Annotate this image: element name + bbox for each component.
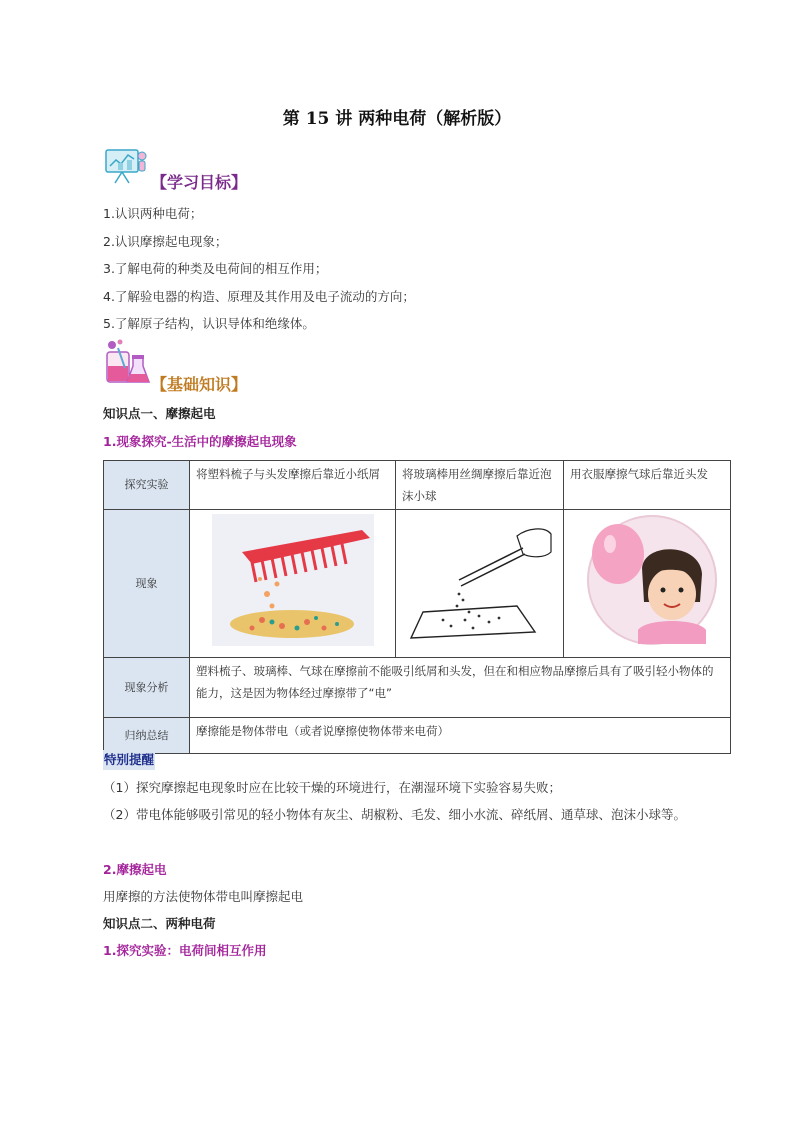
basics-heading: 【基础知识】 — [151, 375, 248, 394]
reminder-text: （1）探究摩擦起电现象时应在比较干燥的环境进行，在潮湿环境下实验容易失败； — [103, 780, 561, 795]
experiment-table — [103, 460, 731, 754]
table-cell — [564, 510, 731, 658]
row-header: 探究实验 — [104, 461, 190, 510]
goals-section-header — [103, 146, 363, 196]
balloon-girl-image — [572, 510, 722, 650]
row-header: 归纳总结 — [104, 718, 190, 754]
row-header: 现象 — [104, 510, 190, 658]
table-row — [104, 510, 731, 658]
table-cell — [396, 510, 564, 658]
table-cell: 用衣服摩擦气球后靠近头发 — [564, 461, 731, 510]
knowledge-point-heading: 知识点一、摩擦起电 — [103, 406, 216, 421]
subsection-heading: 2.摩擦起电 — [103, 862, 167, 877]
goals-list — [103, 200, 723, 338]
table-cell: 摩擦能是物体带电（或者说摩擦使物体带来电荷） — [190, 718, 731, 754]
definition-text: 用摩擦的方法使物体带电叫摩擦起电 — [103, 889, 304, 904]
basics-section-header — [103, 338, 363, 394]
table-cell: 塑料梳子、玻璃棒、气球在摩擦前不能吸引纸屑和头发，但在和相应物品摩擦后具有了吸引轻小物体的能力，这是因为物体经过摩擦带了“电” — [190, 658, 731, 718]
glass-rod-foam-image — [399, 514, 561, 646]
subsection-heading: 1.探究实验：电荷间相互作用 — [103, 943, 267, 958]
table-cell: 将塑料梳子与头发摩擦后靠近小纸屑 — [190, 461, 396, 510]
reminder-item — [78, 801, 726, 828]
reminder-item — [78, 774, 726, 801]
table-row — [104, 658, 731, 718]
goal-item: 1.认识两种电荷； — [103, 206, 203, 221]
goal-item: 4.了解验电器的构造、原理及其作用及电子流动的方向； — [103, 288, 415, 304]
reminder-text: （2）带电体能够吸引常见的轻小物体有灰尘、胡椒粉、毛发、细小水流、碎纸屑、通草球、泡沫小球等。 — [103, 807, 686, 822]
page-title: 第 15 讲 两种电荷（解析版） — [282, 109, 512, 129]
comb-paper-image — [212, 514, 374, 646]
goal-item: 3.了解电荷的种类及电荷间的相互作用； — [103, 261, 328, 276]
row-header: 现象分析 — [104, 658, 190, 718]
lab-flask-icon — [103, 338, 151, 388]
reminder-title: 特别提醒 — [103, 750, 155, 770]
goals-heading: 【学习目标】 — [151, 173, 248, 192]
goal-item: 5.了解原子结构，认识导体和绝缘体。 — [103, 316, 315, 331]
knowledge-point-heading: 知识点二、两种电荷 — [103, 916, 216, 931]
goal-item: 2.认识摩擦起电现象； — [103, 233, 228, 249]
table-cell — [190, 510, 396, 658]
subsection-heading: 1.现象探究-生活中的摩擦起电现象 — [103, 434, 297, 449]
table-row — [104, 461, 731, 510]
table-row — [104, 718, 731, 754]
presentation-board-icon — [103, 146, 149, 186]
table-cell: 将玻璃棒用丝绸摩擦后靠近泡沫小球 — [396, 461, 564, 510]
